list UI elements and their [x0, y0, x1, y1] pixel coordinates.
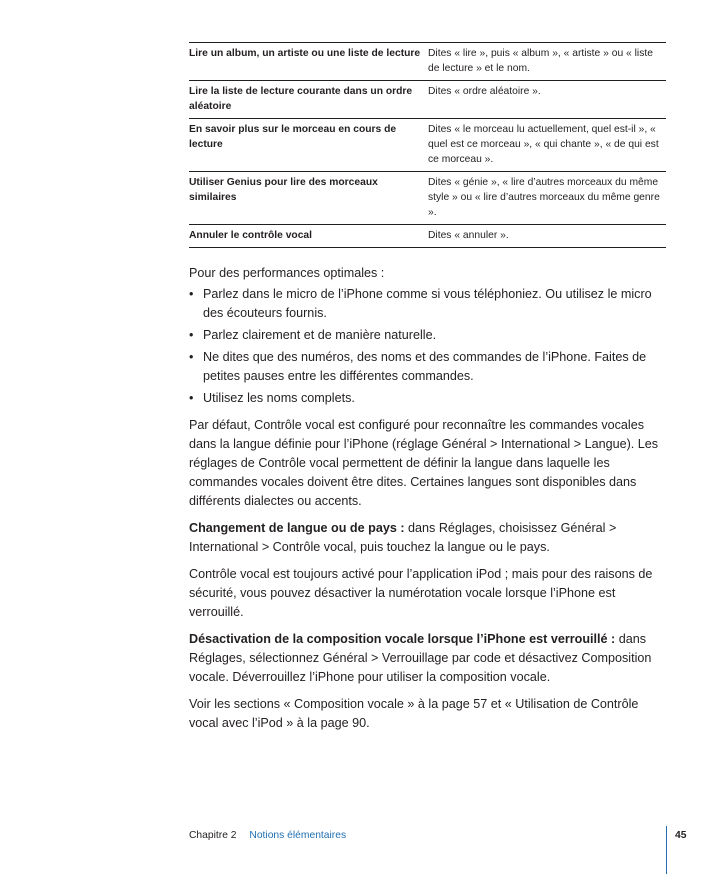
ipod-voice-paragraph: Contrôle vocal est toujours activé pour l’application iPod ; mais pour des raisons de sécurité, vous pouvez désactiver la numérotation vocale lorsque l’iPhone est verrouillé.: [189, 567, 653, 619]
command-cell: En savoir plus sur le morceau en cours de lecture: [189, 124, 397, 150]
page-footer: [189, 830, 346, 841]
table-row: [189, 224, 666, 248]
language-change-paragraph: [189, 519, 667, 557]
table-row: [189, 171, 666, 224]
phrase-cell: Dites « ordre aléatoire ».: [428, 86, 541, 97]
language-change-text: dans Réglages, choisissez Général > International > Contrôle vocal, puis touchez la langue ou le pays.: [189, 521, 617, 554]
phrase-cell: Dites « lire », puis « album », « artiste » ou « liste de lecture » et le nom.: [428, 48, 653, 74]
command-cell: Lire un album, un artiste ou une liste de lecture: [189, 48, 421, 59]
command-cell: Lire la liste de lecture courante dans un ordre aléatoire: [189, 86, 413, 112]
voice-command-table: [189, 42, 666, 248]
table-row: [189, 118, 666, 171]
section-label: Notions élémentaires: [249, 830, 347, 841]
language-change-heading: Changement de langue ou de pays :: [189, 521, 405, 535]
table-row: [189, 80, 666, 118]
list-item: • Parlez clairement et de manière naturelle.: [189, 326, 667, 345]
footer-divider: [666, 826, 667, 874]
page-number: 45: [675, 830, 687, 841]
body-text: [189, 264, 667, 741]
list-item: • Utilisez les noms complets.: [189, 389, 667, 408]
list-item: • Parlez dans le micro de l’iPhone comme si vous téléphoniez. Ou utilisez le micro des écouteurs fournis.: [189, 285, 667, 323]
disable-dialing-text: dans Réglages, sélectionnez Général > Verrouillage par code et désactivez Composition vocale. Déverrouillez l’iPhone pour utiliser la composition vocale.: [189, 632, 652, 684]
command-cell: Annuler le contrôle vocal: [189, 230, 313, 241]
tips-list: [189, 285, 667, 408]
default-language-paragraph: Par défaut, Contrôle vocal est configuré pour reconnaître les commandes vocales dans la langue définie pour l’iPhone (réglage Général > International > Langue). Les réglages de Contrôle vocal permettent de définir la langue dans laquelle les commandes vocales doivent être dites. Certaines langues sont disponibles dans différents dialectes ou accents.: [189, 418, 659, 508]
list-item: • Ne dites que des numéros, des noms et des commandes de l’iPhone. Faites de petites pauses entre les différentes commandes.: [189, 348, 667, 386]
see-also-paragraph: Voir les sections « Composition vocale » à la page 57 et « Utilisation de Contrôle vocal avec l’iPod » à la page 90.: [189, 697, 639, 730]
table-row: [189, 42, 666, 80]
disable-dialing-heading: Désactivation de la composition vocale lorsque l’iPhone est verrouillé :: [189, 632, 616, 646]
phrase-cell: Dites « annuler ».: [428, 230, 509, 241]
command-cell: Utiliser Genius pour lire des morceaux similaires: [189, 177, 378, 203]
phrase-cell: Dites « génie », « lire d’autres morceaux du même style » ou « lire d’autres morceaux du même genre ».: [428, 177, 660, 218]
chapter-label: Chapitre 2: [189, 830, 237, 841]
intro-text: Pour des performances optimales :: [189, 266, 385, 280]
disable-dialing-paragraph: [189, 630, 667, 687]
phrase-cell: Dites « le morceau lu actuellement, quel est-il », « quel est ce morceau », « qui chante », « de qui est ce morceau ».: [428, 124, 659, 165]
